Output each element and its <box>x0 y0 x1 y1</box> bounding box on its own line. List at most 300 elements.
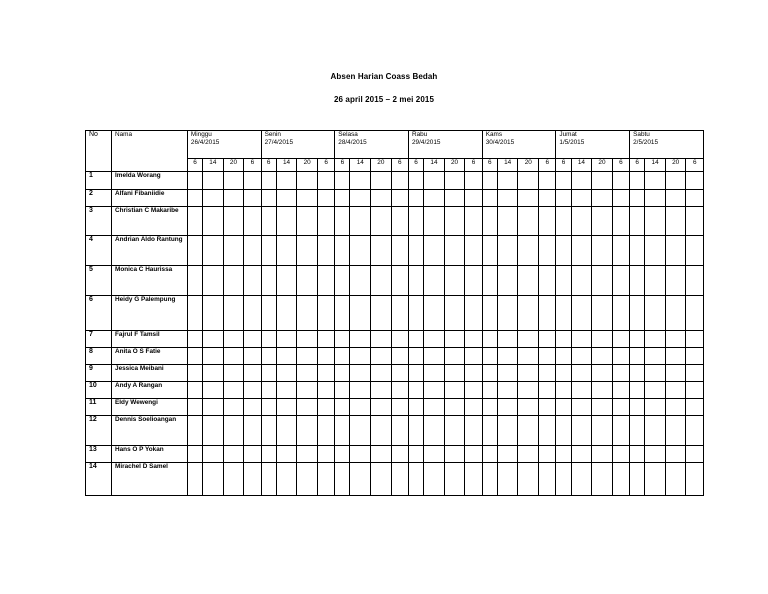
attendance-cell[interactable] <box>371 266 392 296</box>
attendance-cell[interactable] <box>571 416 592 446</box>
attendance-cell[interactable] <box>203 446 224 463</box>
attendance-cell[interactable] <box>391 296 408 331</box>
attendance-cell[interactable] <box>335 236 350 266</box>
attendance-cell[interactable] <box>645 416 666 446</box>
attendance-cell[interactable] <box>592 446 613 463</box>
attendance-cell[interactable] <box>276 296 297 331</box>
attendance-cell[interactable] <box>497 296 518 331</box>
attendance-cell[interactable] <box>317 446 334 463</box>
attendance-cell[interactable] <box>244 236 261 266</box>
attendance-cell[interactable] <box>409 296 424 331</box>
attendance-cell[interactable] <box>391 190 408 207</box>
attendance-cell[interactable] <box>645 446 666 463</box>
attendance-cell[interactable] <box>630 348 645 365</box>
attendance-cell[interactable] <box>261 446 276 463</box>
attendance-cell[interactable] <box>409 382 424 399</box>
attendance-cell[interactable] <box>391 416 408 446</box>
attendance-cell[interactable] <box>261 463 276 496</box>
attendance-cell[interactable] <box>592 331 613 348</box>
attendance-cell[interactable] <box>444 365 465 382</box>
attendance-cell[interactable] <box>261 236 276 266</box>
attendance-cell[interactable] <box>297 399 318 416</box>
attendance-cell[interactable] <box>665 236 686 266</box>
attendance-cell[interactable] <box>539 190 556 207</box>
attendance-cell[interactable] <box>276 463 297 496</box>
attendance-cell[interactable] <box>203 207 224 236</box>
attendance-cell[interactable] <box>203 382 224 399</box>
attendance-cell[interactable] <box>497 190 518 207</box>
attendance-cell[interactable] <box>518 348 539 365</box>
attendance-cell[interactable] <box>350 236 371 266</box>
attendance-cell[interactable] <box>187 348 202 365</box>
attendance-cell[interactable] <box>424 190 445 207</box>
attendance-cell[interactable] <box>482 382 497 399</box>
attendance-cell[interactable] <box>203 190 224 207</box>
attendance-cell[interactable] <box>630 382 645 399</box>
attendance-cell[interactable] <box>686 365 704 382</box>
attendance-cell[interactable] <box>444 463 465 496</box>
attendance-cell[interactable] <box>223 207 244 236</box>
attendance-cell[interactable] <box>482 266 497 296</box>
attendance-cell[interactable] <box>444 296 465 331</box>
attendance-cell[interactable] <box>686 382 704 399</box>
attendance-cell[interactable] <box>424 463 445 496</box>
attendance-cell[interactable] <box>497 365 518 382</box>
attendance-cell[interactable] <box>465 463 482 496</box>
attendance-cell[interactable] <box>391 365 408 382</box>
attendance-cell[interactable] <box>556 266 571 296</box>
attendance-cell[interactable] <box>482 207 497 236</box>
attendance-cell[interactable] <box>203 416 224 446</box>
attendance-cell[interactable] <box>261 207 276 236</box>
attendance-cell[interactable] <box>444 382 465 399</box>
attendance-cell[interactable] <box>203 296 224 331</box>
attendance-cell[interactable] <box>317 416 334 446</box>
attendance-cell[interactable] <box>665 348 686 365</box>
attendance-cell[interactable] <box>261 399 276 416</box>
attendance-cell[interactable] <box>424 348 445 365</box>
attendance-cell[interactable] <box>571 348 592 365</box>
attendance-cell[interactable] <box>686 190 704 207</box>
attendance-cell[interactable] <box>539 172 556 190</box>
attendance-cell[interactable] <box>297 331 318 348</box>
attendance-cell[interactable] <box>317 266 334 296</box>
attendance-cell[interactable] <box>686 399 704 416</box>
attendance-cell[interactable] <box>335 331 350 348</box>
attendance-cell[interactable] <box>350 382 371 399</box>
attendance-cell[interactable] <box>409 236 424 266</box>
attendance-cell[interactable] <box>276 382 297 399</box>
attendance-cell[interactable] <box>223 446 244 463</box>
attendance-cell[interactable] <box>261 172 276 190</box>
attendance-cell[interactable] <box>317 382 334 399</box>
attendance-cell[interactable] <box>612 266 629 296</box>
attendance-cell[interactable] <box>187 463 202 496</box>
attendance-cell[interactable] <box>297 348 318 365</box>
attendance-cell[interactable] <box>592 207 613 236</box>
attendance-cell[interactable] <box>556 416 571 446</box>
attendance-cell[interactable] <box>645 190 666 207</box>
attendance-cell[interactable] <box>261 296 276 331</box>
attendance-cell[interactable] <box>223 365 244 382</box>
attendance-cell[interactable] <box>665 416 686 446</box>
attendance-cell[interactable] <box>465 207 482 236</box>
attendance-cell[interactable] <box>187 207 202 236</box>
attendance-cell[interactable] <box>612 331 629 348</box>
attendance-cell[interactable] <box>630 236 645 266</box>
attendance-cell[interactable] <box>482 463 497 496</box>
attendance-cell[interactable] <box>518 172 539 190</box>
attendance-cell[interactable] <box>592 365 613 382</box>
attendance-cell[interactable] <box>645 348 666 365</box>
attendance-cell[interactable] <box>612 207 629 236</box>
attendance-cell[interactable] <box>297 207 318 236</box>
attendance-cell[interactable] <box>497 348 518 365</box>
attendance-cell[interactable] <box>571 382 592 399</box>
attendance-cell[interactable] <box>518 446 539 463</box>
attendance-cell[interactable] <box>665 266 686 296</box>
attendance-cell[interactable] <box>187 382 202 399</box>
attendance-cell[interactable] <box>482 296 497 331</box>
attendance-cell[interactable] <box>482 172 497 190</box>
attendance-cell[interactable] <box>244 190 261 207</box>
attendance-cell[interactable] <box>317 172 334 190</box>
attendance-cell[interactable] <box>261 382 276 399</box>
attendance-cell[interactable] <box>465 172 482 190</box>
attendance-cell[interactable] <box>244 365 261 382</box>
attendance-cell[interactable] <box>482 399 497 416</box>
attendance-cell[interactable] <box>317 190 334 207</box>
attendance-cell[interactable] <box>261 348 276 365</box>
attendance-cell[interactable] <box>391 348 408 365</box>
attendance-cell[interactable] <box>592 348 613 365</box>
attendance-cell[interactable] <box>409 446 424 463</box>
attendance-cell[interactable] <box>203 348 224 365</box>
attendance-cell[interactable] <box>335 190 350 207</box>
attendance-cell[interactable] <box>630 266 645 296</box>
attendance-cell[interactable] <box>244 399 261 416</box>
attendance-cell[interactable] <box>223 266 244 296</box>
attendance-cell[interactable] <box>571 463 592 496</box>
attendance-cell[interactable] <box>556 446 571 463</box>
attendance-cell[interactable] <box>539 365 556 382</box>
attendance-cell[interactable] <box>444 399 465 416</box>
attendance-cell[interactable] <box>518 416 539 446</box>
attendance-cell[interactable] <box>187 416 202 446</box>
attendance-cell[interactable] <box>556 172 571 190</box>
attendance-cell[interactable] <box>276 236 297 266</box>
attendance-cell[interactable] <box>482 331 497 348</box>
attendance-cell[interactable] <box>518 382 539 399</box>
attendance-cell[interactable] <box>244 348 261 365</box>
attendance-cell[interactable] <box>571 207 592 236</box>
attendance-cell[interactable] <box>350 190 371 207</box>
attendance-cell[interactable] <box>444 190 465 207</box>
attendance-cell[interactable] <box>556 399 571 416</box>
attendance-cell[interactable] <box>297 463 318 496</box>
attendance-cell[interactable] <box>350 399 371 416</box>
attendance-cell[interactable] <box>465 365 482 382</box>
attendance-cell[interactable] <box>371 416 392 446</box>
attendance-cell[interactable] <box>539 266 556 296</box>
attendance-cell[interactable] <box>571 399 592 416</box>
attendance-cell[interactable] <box>665 172 686 190</box>
attendance-cell[interactable] <box>187 296 202 331</box>
attendance-cell[interactable] <box>630 416 645 446</box>
attendance-cell[interactable] <box>203 399 224 416</box>
attendance-cell[interactable] <box>350 446 371 463</box>
attendance-cell[interactable] <box>223 172 244 190</box>
attendance-cell[interactable] <box>665 365 686 382</box>
attendance-cell[interactable] <box>592 416 613 446</box>
attendance-cell[interactable] <box>223 463 244 496</box>
attendance-cell[interactable] <box>630 446 645 463</box>
attendance-cell[interactable] <box>665 446 686 463</box>
attendance-cell[interactable] <box>391 446 408 463</box>
attendance-cell[interactable] <box>556 296 571 331</box>
attendance-cell[interactable] <box>518 207 539 236</box>
attendance-cell[interactable] <box>444 348 465 365</box>
attendance-cell[interactable] <box>518 236 539 266</box>
attendance-cell[interactable] <box>391 382 408 399</box>
attendance-cell[interactable] <box>371 446 392 463</box>
attendance-cell[interactable] <box>645 463 666 496</box>
attendance-cell[interactable] <box>335 446 350 463</box>
attendance-cell[interactable] <box>518 463 539 496</box>
attendance-cell[interactable] <box>187 365 202 382</box>
attendance-cell[interactable] <box>297 266 318 296</box>
attendance-cell[interactable] <box>518 296 539 331</box>
attendance-cell[interactable] <box>482 190 497 207</box>
attendance-cell[interactable] <box>223 236 244 266</box>
attendance-cell[interactable] <box>424 446 445 463</box>
attendance-cell[interactable] <box>645 399 666 416</box>
attendance-cell[interactable] <box>444 266 465 296</box>
attendance-cell[interactable] <box>539 348 556 365</box>
attendance-cell[interactable] <box>482 365 497 382</box>
attendance-cell[interactable] <box>592 382 613 399</box>
attendance-cell[interactable] <box>497 416 518 446</box>
attendance-cell[interactable] <box>630 172 645 190</box>
attendance-cell[interactable] <box>612 382 629 399</box>
attendance-cell[interactable] <box>276 399 297 416</box>
attendance-cell[interactable] <box>686 236 704 266</box>
attendance-cell[interactable] <box>409 416 424 446</box>
attendance-cell[interactable] <box>335 348 350 365</box>
attendance-cell[interactable] <box>276 365 297 382</box>
attendance-cell[interactable] <box>409 365 424 382</box>
attendance-cell[interactable] <box>539 463 556 496</box>
attendance-cell[interactable] <box>665 463 686 496</box>
attendance-cell[interactable] <box>335 266 350 296</box>
attendance-cell[interactable] <box>645 236 666 266</box>
attendance-cell[interactable] <box>592 463 613 496</box>
attendance-cell[interactable] <box>409 348 424 365</box>
attendance-cell[interactable] <box>630 399 645 416</box>
attendance-cell[interactable] <box>592 190 613 207</box>
attendance-cell[interactable] <box>497 463 518 496</box>
attendance-cell[interactable] <box>335 416 350 446</box>
attendance-cell[interactable] <box>317 296 334 331</box>
attendance-cell[interactable] <box>187 190 202 207</box>
attendance-cell[interactable] <box>497 207 518 236</box>
attendance-cell[interactable] <box>539 331 556 348</box>
attendance-cell[interactable] <box>497 382 518 399</box>
attendance-cell[interactable] <box>276 331 297 348</box>
attendance-cell[interactable] <box>391 463 408 496</box>
attendance-cell[interactable] <box>391 331 408 348</box>
attendance-cell[interactable] <box>297 382 318 399</box>
attendance-cell[interactable] <box>497 236 518 266</box>
attendance-cell[interactable] <box>276 266 297 296</box>
attendance-cell[interactable] <box>371 190 392 207</box>
attendance-cell[interactable] <box>371 296 392 331</box>
attendance-cell[interactable] <box>297 416 318 446</box>
attendance-cell[interactable] <box>261 365 276 382</box>
attendance-cell[interactable] <box>612 190 629 207</box>
attendance-cell[interactable] <box>497 172 518 190</box>
attendance-cell[interactable] <box>371 331 392 348</box>
attendance-cell[interactable] <box>571 331 592 348</box>
attendance-cell[interactable] <box>409 331 424 348</box>
attendance-cell[interactable] <box>444 236 465 266</box>
attendance-cell[interactable] <box>612 172 629 190</box>
attendance-cell[interactable] <box>371 365 392 382</box>
attendance-cell[interactable] <box>409 207 424 236</box>
attendance-cell[interactable] <box>335 296 350 331</box>
attendance-cell[interactable] <box>686 331 704 348</box>
attendance-cell[interactable] <box>571 296 592 331</box>
attendance-cell[interactable] <box>371 382 392 399</box>
attendance-cell[interactable] <box>317 399 334 416</box>
attendance-cell[interactable] <box>424 172 445 190</box>
attendance-cell[interactable] <box>371 236 392 266</box>
attendance-cell[interactable] <box>424 236 445 266</box>
attendance-cell[interactable] <box>444 446 465 463</box>
attendance-cell[interactable] <box>261 266 276 296</box>
attendance-cell[interactable] <box>497 331 518 348</box>
attendance-cell[interactable] <box>371 172 392 190</box>
attendance-cell[interactable] <box>350 365 371 382</box>
attendance-cell[interactable] <box>297 236 318 266</box>
attendance-cell[interactable] <box>539 416 556 446</box>
attendance-cell[interactable] <box>391 266 408 296</box>
attendance-cell[interactable] <box>686 172 704 190</box>
attendance-cell[interactable] <box>203 331 224 348</box>
attendance-cell[interactable] <box>665 331 686 348</box>
attendance-cell[interactable] <box>630 207 645 236</box>
attendance-cell[interactable] <box>539 236 556 266</box>
attendance-cell[interactable] <box>465 399 482 416</box>
attendance-cell[interactable] <box>261 416 276 446</box>
attendance-cell[interactable] <box>444 416 465 446</box>
attendance-cell[interactable] <box>223 416 244 446</box>
attendance-cell[interactable] <box>391 236 408 266</box>
attendance-cell[interactable] <box>539 382 556 399</box>
attendance-cell[interactable] <box>482 446 497 463</box>
attendance-cell[interactable] <box>444 331 465 348</box>
attendance-cell[interactable] <box>424 365 445 382</box>
attendance-cell[interactable] <box>187 446 202 463</box>
attendance-cell[interactable] <box>465 382 482 399</box>
attendance-cell[interactable] <box>244 416 261 446</box>
attendance-cell[interactable] <box>592 296 613 331</box>
attendance-cell[interactable] <box>276 416 297 446</box>
attendance-cell[interactable] <box>612 365 629 382</box>
attendance-cell[interactable] <box>203 365 224 382</box>
attendance-cell[interactable] <box>592 266 613 296</box>
attendance-cell[interactable] <box>244 207 261 236</box>
attendance-cell[interactable] <box>244 331 261 348</box>
attendance-cell[interactable] <box>276 172 297 190</box>
attendance-cell[interactable] <box>665 296 686 331</box>
attendance-cell[interactable] <box>409 190 424 207</box>
attendance-cell[interactable] <box>571 266 592 296</box>
attendance-cell[interactable] <box>391 399 408 416</box>
attendance-cell[interactable] <box>335 382 350 399</box>
attendance-cell[interactable] <box>665 207 686 236</box>
attendance-cell[interactable] <box>350 266 371 296</box>
attendance-cell[interactable] <box>335 207 350 236</box>
attendance-cell[interactable] <box>350 172 371 190</box>
attendance-cell[interactable] <box>645 296 666 331</box>
attendance-cell[interactable] <box>223 331 244 348</box>
attendance-cell[interactable] <box>630 190 645 207</box>
attendance-cell[interactable] <box>409 463 424 496</box>
attendance-cell[interactable] <box>556 463 571 496</box>
attendance-cell[interactable] <box>630 296 645 331</box>
attendance-cell[interactable] <box>556 382 571 399</box>
attendance-cell[interactable] <box>465 416 482 446</box>
attendance-cell[interactable] <box>465 266 482 296</box>
attendance-cell[interactable] <box>203 463 224 496</box>
attendance-cell[interactable] <box>686 266 704 296</box>
attendance-cell[interactable] <box>497 399 518 416</box>
attendance-cell[interactable] <box>465 236 482 266</box>
attendance-cell[interactable] <box>317 207 334 236</box>
attendance-cell[interactable] <box>203 236 224 266</box>
attendance-cell[interactable] <box>556 331 571 348</box>
attendance-cell[interactable] <box>244 296 261 331</box>
attendance-cell[interactable] <box>317 331 334 348</box>
attendance-cell[interactable] <box>371 399 392 416</box>
attendance-cell[interactable] <box>276 207 297 236</box>
attendance-cell[interactable] <box>518 399 539 416</box>
attendance-cell[interactable] <box>444 207 465 236</box>
attendance-cell[interactable] <box>350 463 371 496</box>
attendance-cell[interactable] <box>223 382 244 399</box>
attendance-cell[interactable] <box>482 416 497 446</box>
attendance-cell[interactable] <box>276 446 297 463</box>
attendance-cell[interactable] <box>686 348 704 365</box>
attendance-cell[interactable] <box>571 190 592 207</box>
attendance-cell[interactable] <box>424 331 445 348</box>
attendance-cell[interactable] <box>686 446 704 463</box>
attendance-cell[interactable] <box>482 236 497 266</box>
attendance-cell[interactable] <box>630 331 645 348</box>
attendance-cell[interactable] <box>409 172 424 190</box>
attendance-cell[interactable] <box>424 382 445 399</box>
attendance-cell[interactable] <box>497 446 518 463</box>
attendance-cell[interactable] <box>371 463 392 496</box>
attendance-cell[interactable] <box>645 266 666 296</box>
attendance-cell[interactable] <box>556 190 571 207</box>
attendance-cell[interactable] <box>350 348 371 365</box>
attendance-cell[interactable] <box>686 463 704 496</box>
attendance-cell[interactable] <box>371 207 392 236</box>
attendance-cell[interactable] <box>223 399 244 416</box>
attendance-cell[interactable] <box>244 463 261 496</box>
